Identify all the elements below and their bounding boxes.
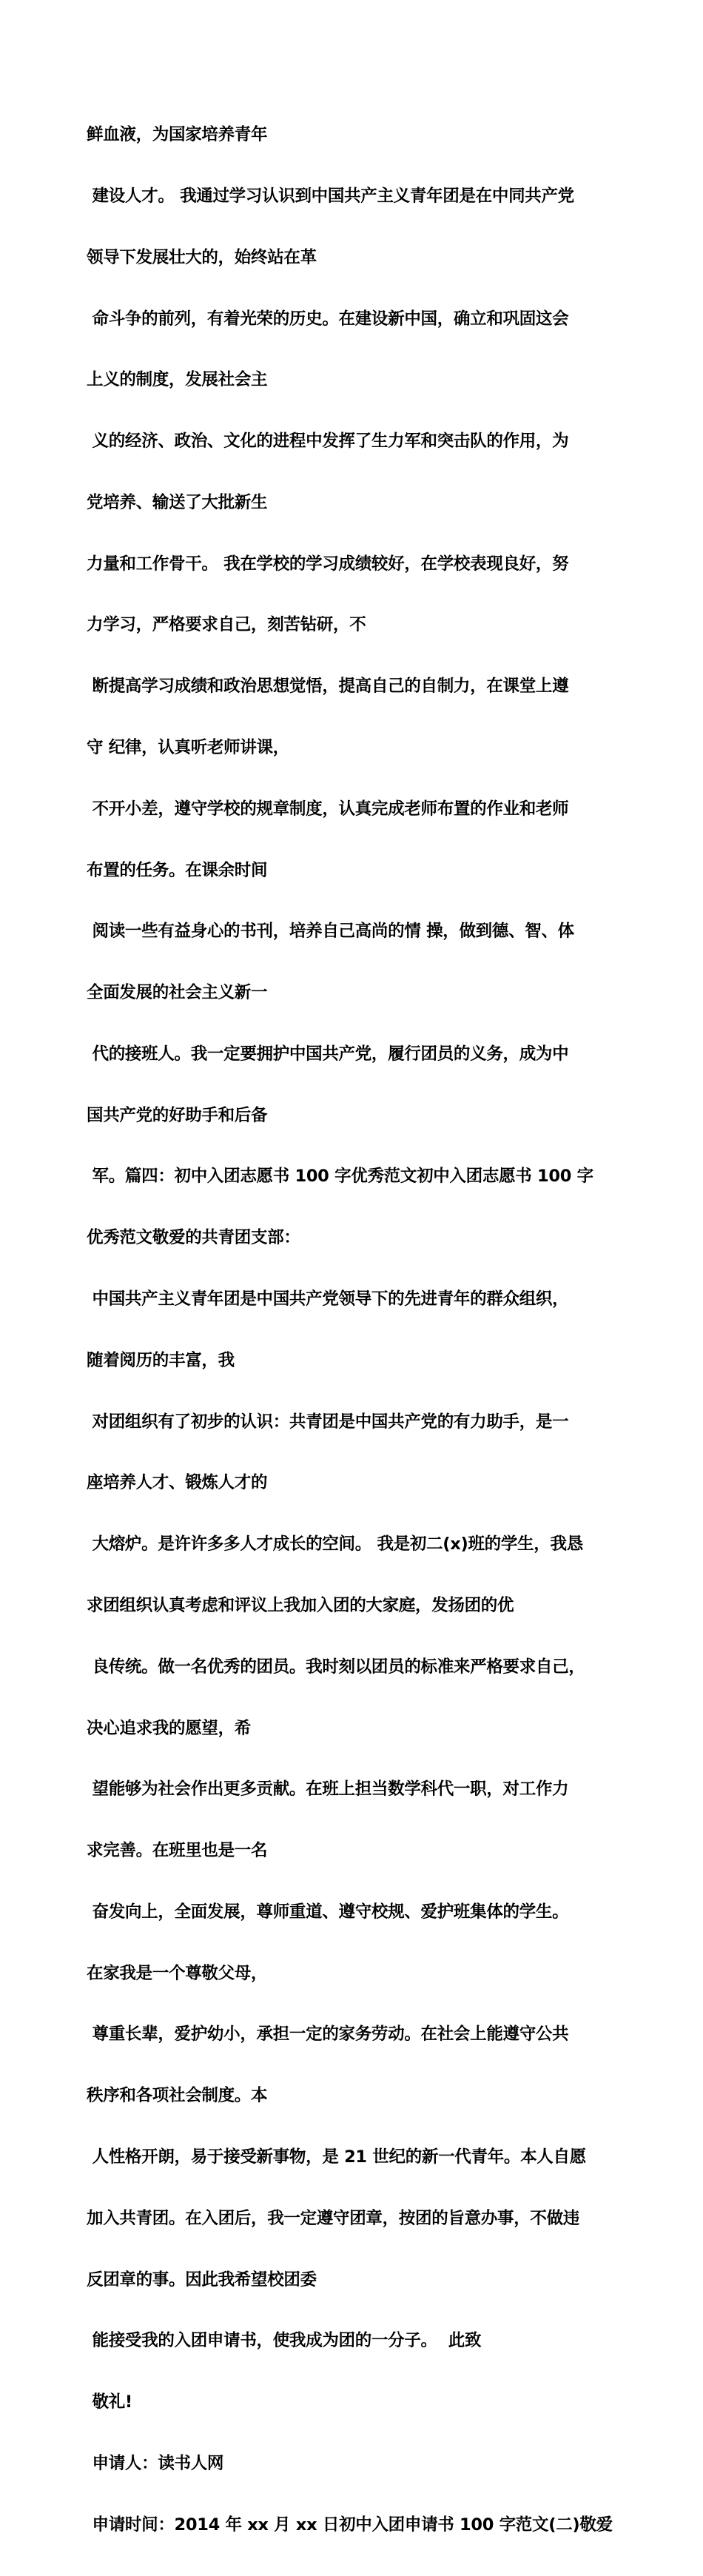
text-line: 断提高学习成绩和政治思想觉悟，提高自己的自制力，在课堂上遵	[87, 677, 569, 697]
text-line: 上义的制度，发展社会主	[87, 370, 268, 390]
text-line: 大熔炉。是许许多多人才成长的空间。 我是初二(x)班的学生，我恳	[87, 1534, 583, 1554]
text-line: 决心追求我的愿望，希	[87, 1718, 252, 1738]
text-line: 全面发展的社会主义新一	[87, 983, 268, 1003]
text-line: 力学习，严格要求自己，刻苦钻研，不	[87, 615, 366, 635]
text-line: 望能够为社会作出更多贡献。在班上担当数学科代一职，对工作力	[87, 1780, 569, 1799]
text-line: 座培养人才、锻炼人才的	[87, 1473, 268, 1493]
text-line: 能接受我的入团申请书，使我成为团的一分子。 此致	[87, 2331, 482, 2351]
text-line: 秩序和各项社会制度。本	[87, 2086, 268, 2106]
text-line: 命斗争的前列，有着光荣的历史。在建设新中国，确立和巩固这会	[87, 309, 569, 329]
text-line: 布置的任务。在课余时间	[87, 860, 268, 880]
text-line: 人性格开朗，易于接受新事物，是 21 世纪的新一代青年。本人自愿	[87, 2147, 586, 2167]
text-line: 守 纪律，认真听老师讲课，	[87, 738, 289, 757]
text-line: 鲜血液，为国家培养青年	[87, 125, 268, 145]
text-line: 国共产党的好助手和后备	[87, 1105, 268, 1125]
text-line: 军。篇四：初中入团志愿书 100 字优秀范文初中入团志愿书 100 字	[87, 1167, 593, 1187]
text-line: 代的接班人。我一定要拥护中国共产党，履行团员的义务，成为中	[87, 1044, 569, 1064]
text-line: 在家我是一个尊敬父母，	[87, 1963, 268, 1983]
text-line: 求完善。在班里也是一名	[87, 1841, 268, 1861]
document-body	[87, 84, 619, 2576]
text-line: 优秀范文敬爱的共青团支部：	[87, 1228, 300, 1248]
text-line: 奋发向上，全面发展，尊师重道、遵守校规、爱护班集体的学生。	[87, 1902, 569, 1922]
text-line: 对团组织有了初步的认识：共青团是中国共产党的有力助手，是一	[87, 1412, 569, 1432]
text-line: 中国共产主义青年团是中国共产党领导下的先进青年的群众组织，	[87, 1289, 569, 1309]
text-line: 求团组织认真考虑和评议上我加入团的大家庭，发扬团的优	[87, 1595, 514, 1615]
text-line: 加入共青团。在入团后，我一定遵守团章，按团的旨意办事，不做违	[87, 2208, 580, 2228]
text-line: 建设人才。 我通过学习认识到中国共产主义青年团是在中同共产党	[87, 186, 574, 206]
text-line: 领导下发展壮大的，始终站在革	[87, 247, 317, 267]
text-line: 申请时间：2014 年 xx 月 xx 日初中入团申请书 100 字范文(二)敬爱	[87, 2515, 613, 2535]
text-line: 党培养、输送了大批新生	[87, 492, 268, 512]
text-line: 力量和工作骨干。 我在学校的学习成绩较好，在学校表现良好，努	[87, 554, 569, 574]
text-line: 尊重长辈，爱护幼小，承担一定的家务劳动。在社会上能遵守公共	[87, 2025, 569, 2045]
text-line: 良传统。做一名优秀的团员。我时刻以团员的标准来严格要求自己，	[87, 1657, 585, 1677]
text-line: 阅读一些有益身心的书刊，培养自己高尚的情 操，做到德、智、体	[87, 922, 574, 942]
text-line: 义的经济、政治、文化的进程中发挥了生力军和突击队的作用，为	[87, 432, 569, 452]
text-line: 敬礼!	[87, 2392, 132, 2412]
text-line: 申请人：读书人网	[87, 2453, 224, 2473]
text-line: 随着阅历的丰富，我	[87, 1350, 235, 1370]
text-line: 不开小差，遵守学校的规章制度，认真完成老师布置的作业和老师	[87, 799, 569, 819]
text-line: 反团章的事。因此我希望校团委	[87, 2270, 317, 2290]
